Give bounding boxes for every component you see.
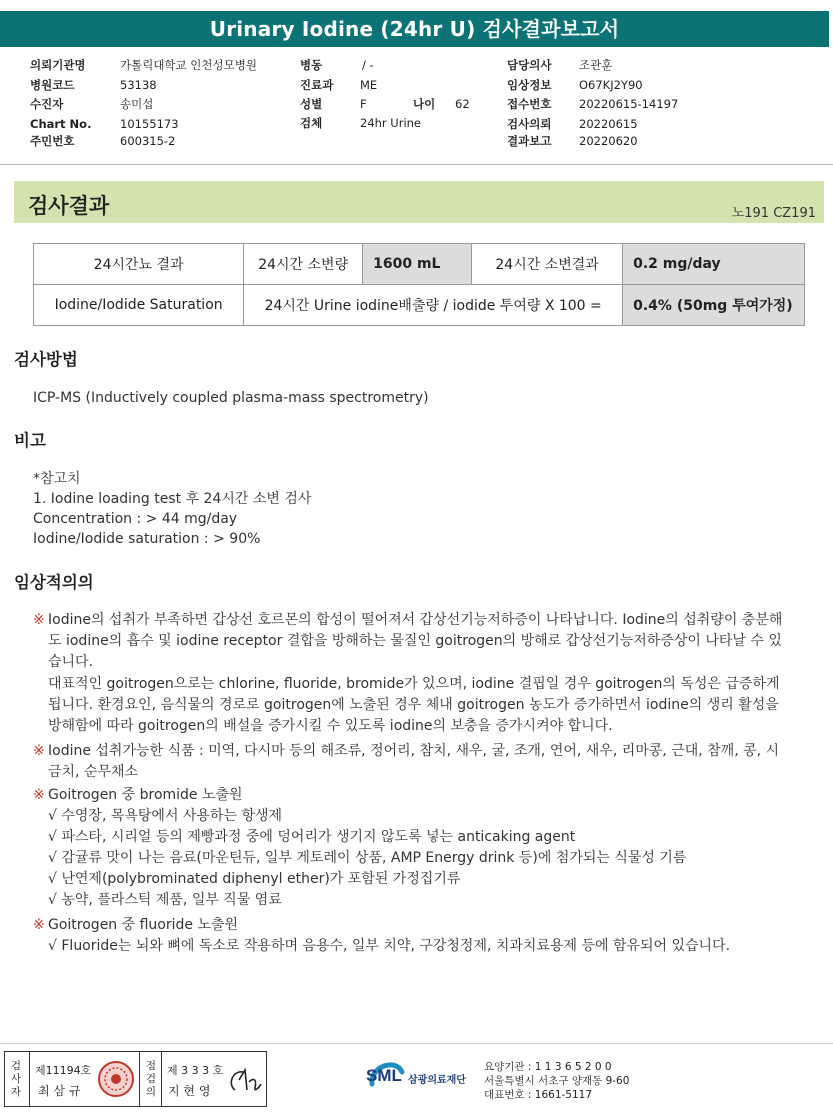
list-item: √ 감귤류 맛이 나는 음료(마운틴듀, 일부 게토레이 상품, AMP Energy drink 등)에 첨가되는 식물성 기름 (48, 850, 687, 866)
urine-result-label: 24시간 소변결과 (472, 244, 623, 285)
remarks-line: Concentration : > 44 mg/day (33, 511, 238, 527)
footer-info-line: 요양기관 : 1 1 3 6 5 2 0 0 (484, 1061, 612, 1073)
list-item: √ 파스타, 시리얼 등의 제빵과정 중에 덩어리가 생기지 않도록 넣는 anticaking agent (48, 829, 576, 845)
examiner-name: 최 삼 규 (38, 1084, 81, 1098)
signature-icon (225, 1064, 263, 1096)
bromide-heading: Goitrogen 중 bromide 노출원 (48, 787, 243, 803)
volume-value: 1600 mL (363, 244, 472, 285)
signature-box (4, 1051, 267, 1107)
resident-no-label: 주민번호 (30, 134, 75, 148)
hospital-code-value: 53138 (120, 78, 157, 92)
note-mark: ※ (33, 917, 45, 933)
hospital-label: 의뢰기관명 (30, 58, 86, 72)
reviewer-label: 점검의 (145, 1059, 157, 1098)
reviewer-name: 지 현 영 (168, 1084, 211, 1098)
receipt-no-label: 접수번호 (507, 97, 552, 111)
table-row (34, 285, 805, 326)
examiner-seal-icon (97, 1060, 135, 1098)
result-table (33, 243, 805, 326)
remarks-line: *참고치 (33, 471, 81, 487)
hospital-code-label: 병원코드 (30, 78, 75, 92)
sig-divider (161, 1052, 162, 1106)
method-text: ICP-MS (Inductively coupled plasma-mass spectrometry) (33, 390, 429, 406)
dept-value: ME (360, 78, 378, 92)
footer-info-line: 대표번호 : 1661-5117 (484, 1089, 593, 1101)
list-item: √ 농약, 플라스틱 제품, 일부 직물 염료 (48, 892, 282, 908)
table-row (34, 244, 805, 285)
examiner-license: 제11194호 (35, 1064, 92, 1077)
list-item: √ 수영장, 목욕탕에서 사용하는 항생제 (48, 808, 283, 824)
clinical-paragraph: Iodine 섭취가능한 식품 : 미역, 다시마 등의 해조류, 정어리, 참치, 새우, 굴, 조개, 연어, 새우, 리마콩, 근대, 참깨, 콩, 시금치, 순무채소 (48, 743, 780, 780)
clinical-heading: 임상적의의 (14, 573, 94, 592)
sex-label: 성별 (300, 97, 323, 111)
receipt-no-value: 20220615-14197 (579, 97, 679, 111)
note-mark: ※ (33, 612, 45, 628)
footer-info-line: 서울특별시 서초구 양재동 9-60 (484, 1075, 630, 1087)
remarks-line: 1. Iodine loading test 후 24시간 소변 검사 (33, 491, 312, 507)
resident-no-value: 600315-2 (120, 134, 176, 148)
age-value: 62 (455, 97, 470, 111)
saturation-label: Iodine/Iodide Saturation (34, 285, 244, 326)
dept-label: 진료과 (300, 78, 334, 92)
doctor-label: 담당의사 (507, 58, 552, 72)
result-heading: 검사결과 (28, 194, 110, 218)
clinical-paragraph: Iodine의 섭취가 부족하면 갑상선 호르몬의 합성이 떨어져서 갑상선기능저하증이 나타납니다. Iodine의 섭취량이 충분해도 iodine의 흡수 및 iodine receptor 결합을 방해하는 물질인 goitrogen의 방해로 갑상선기능저하증상이 나타날 수 있습니다. (48, 612, 783, 670)
clinical-info-label: 임상정보 (507, 78, 552, 92)
clinical-paragraph: 대표적인 goitrogen으로는 chlorine, fluoride, bromide가 있으며, iodine 결핍일 경우 goitrogen의 독성은 급증하게 됩니다. 환경요인, 음식물의 경로로 goitrogen에 노출된 경우 체내 goitrogen 농도가 증가하면서 iodine의 생리 활성을 방해함에 따라 goitrogen의 배설을 증가시킬 수 있도록 iodine의 보충을 증가시켜야 합니다. (48, 676, 780, 734)
saturation-value: 0.4% (50mg 투여가정) (623, 285, 805, 326)
saturation-formula: 24시간 Urine iodine배출량 / iodide 투여량 X 100 = (244, 285, 623, 326)
reviewer-license: 제 3 3 3 호 (167, 1064, 224, 1077)
row1-label: 24시간뇨 결과 (34, 244, 244, 285)
age-label: 나이 (413, 97, 436, 111)
result-section-bar (14, 181, 824, 223)
ward-value: / - (362, 58, 374, 72)
org-name: 삼광의료재단 (408, 1075, 466, 1086)
clinical-info-value: O67KJ2Y90 (579, 78, 643, 92)
request-date-value: 20220615 (579, 117, 638, 131)
fluoride-heading: Goitrogen 중 fluoride 노출원 (48, 917, 239, 933)
sig-divider (29, 1052, 30, 1106)
sig-divider (139, 1052, 140, 1106)
sml-logo-text: SML (366, 1066, 402, 1085)
remarks-heading: 비고 (14, 431, 46, 450)
patient-value: 송미섭 (120, 97, 154, 111)
note-mark: ※ (33, 743, 45, 759)
sex-value: F (360, 97, 367, 111)
list-item: √ 난연제(polybrominated diphenyl ether)가 포함된 가정집기류 (48, 871, 461, 887)
ward-label: 병동 (300, 58, 323, 72)
request-date-label: 검사의뢰 (507, 117, 552, 131)
urine-result-value: 0.2 mg/day (623, 244, 805, 285)
result-code: 노191 CZ191 (731, 206, 816, 221)
list-item: √ Fluoride는 뇌와 뼈에 독소로 작용하며 음용수, 일부 치약, 구강청정제, 치과치료용제 등에 함유되어 있습니다. (48, 938, 731, 954)
examiner-label: 검사자 (10, 1059, 22, 1098)
volume-label: 24시간 소변량 (244, 244, 363, 285)
chart-no-label: Chart No. (30, 117, 92, 131)
chart-no-value: 10155173 (120, 117, 179, 131)
hospital-value: 가톨릭대학교 인천성모병원 (120, 58, 257, 72)
footer-divider (0, 1043, 833, 1044)
header-divider (0, 164, 833, 165)
report-date-value: 20220620 (579, 134, 638, 148)
report-title: Urinary Iodine (24hr U) 검사결과보고서 (0, 11, 829, 47)
remarks-line: Iodine/Iodide saturation : > 90% (33, 531, 261, 547)
method-heading: 검사방법 (14, 350, 78, 369)
note-mark: ※ (33, 787, 45, 803)
report-date-label: 결과보고 (507, 134, 552, 148)
specimen-label: 검체 (300, 116, 323, 130)
patient-label: 수진자 (30, 97, 64, 111)
doctor-value: 조관훈 (579, 58, 613, 72)
specimen-value: 24hr Urine (360, 116, 422, 130)
